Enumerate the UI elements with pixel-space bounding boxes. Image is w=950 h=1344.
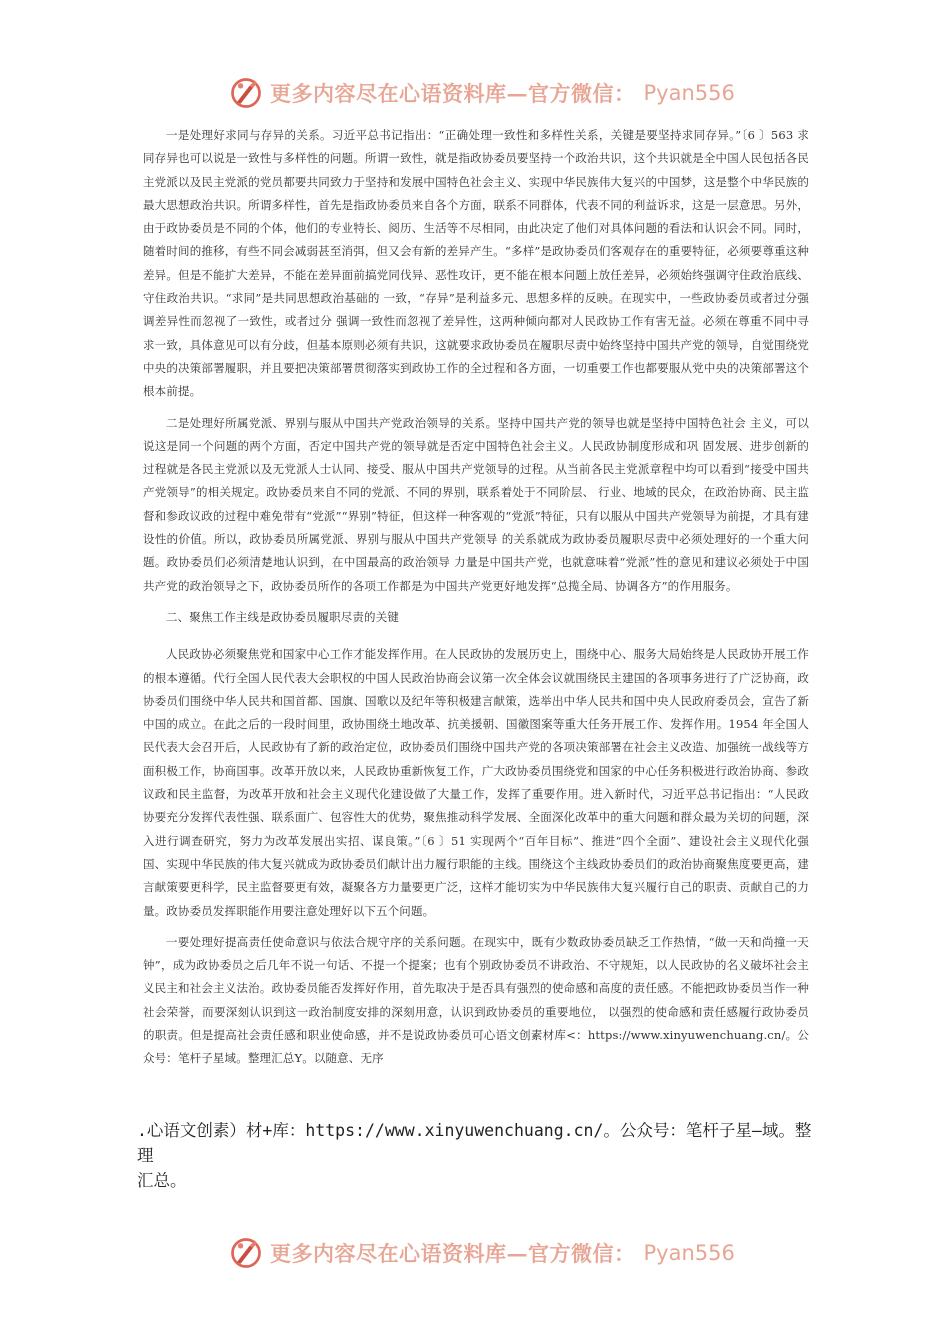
source-note-line: .心语文创素）材+库：https://www.xinyuwenchuang.cn/。公众号：笔杆子星—域。整理 [137, 1121, 812, 1165]
brush-logo-icon [228, 75, 264, 111]
paragraph: 二是处理好所属党派、界别与服从中国共产党政治领导的关系。坚持中国共产党的领导也就是坚持中国特色社会 主义，可以说这是同一个问题的两个方面，否定中国共产党的领导就是否定中国特色社会主义。人民政协制度形成和巩 固发展、进步创新的过程就是各民主党派以及无党派人士认同、接受、服从中国共产党领导的过程。从当前各民主党派章程中均可以看到“接受中国共产党领导”的相关规定。政协委员来自不同的党派、不同的界别，联系着处于不同阶层、 行业、地域的民众，在政治协商、民主监督和参政议政的过程中难免带有“党派”“界别”特征，但这样一种客观的“党派”特征，只有以服从中国共产党领导为前提，才具有建设性的价值。所以，政协委员所属党派、界别与服从中国共产党领导 的关系就成为政协委员履职尽责中必须处理好的一个重大问题。政协委员们必须清楚地认识到，在中国最高的政治领导 力量是中国共产党，也就意味着“党派”性的意见和建议必须处于中国共产党的政治领导之下，政协委员所作的各项工作都是为中国共产党更好地发挥“总揽全局、协调各方”的作用服务。 [143, 415, 809, 593]
source-note-line: 汇总。 [137, 1171, 187, 1190]
section-heading: 二、聚焦工作主线是政协委员履职尽责的关键 [166, 609, 399, 624]
header-banner [228, 73, 735, 113]
paragraph: 一要处理好提高责任使命意识与依法合规守序的关系问题。在现实中，既有少数政协委员缺乏工作热情，“做一天和尚撞一天钟”，成为政协委员之后几年不说一句话、不提一个提案；也有个别政协委员不讲政治、不守规矩，以人民政协的名义破坏社会主义民主和社会主义法治。政协委员能否发挥好作用，首先取决于是否具有强烈的使命感和高度的责任感。不能把政协委员当作一种社会荣誉，而要深刻认识到这一政治制度安排的深刻用意，认识到政协委员的重要地位， 以强烈的使命感和责任感履行政协委员的职责。但是提高社会责任感和职业使命感，并不是说政协委员可心语文创素材库<：https://www.xinyuwenchuang.cn/。公众号：笔杆子星域。整理汇总Y。以随意、无序 [143, 934, 809, 1066]
source-note [137, 1118, 827, 1193]
paragraph: 人民政协必须聚焦党和国家中心工作才能发挥作用。在人民政协的发展历史上，围绕中心、服务大局始终是人民政协开展工作的根本遵循。代行全国人民代表大会职权的中国人民政治协商会议第一次全体会议就围绕民主建国的各项事务进行了广泛协商，政协委员们围绕中华人民共和国首都、国旗、国歌以及纪年等积极建言献策，选举出中华人民共和国中央人民政府委员会，宣告了新中国的成立。在此之后的一段时间里，政协围绕土地改革、抗美援朝、国徽图案等重大任务开展工作、发挥作用。1954 年全国人民代表大会召开后，人民政协有了新的政治定位，政协委员们围绕中国共产党的各项决策部署在社会主义改造、加强统一战线等方面积极工作，协商国事。改革开放以来，人民政协重新恢复工作，广大政协委员围绕党和国家的中心任务积极进行政治协商、参政议政和民主监督，为改革开放和社会主义现代化建设做了大量工作，发挥了重要作用。进入新时代，习近平总书记指出：“人民政协要充分发挥代表性强、联系面广、包容性大的优势，聚焦推动科学发展、全面深化改革中的重大问题和群众最为关切的问题，深入进行调查研究，努力为改革发展出实招、谋良策。”〔6 〕51 实现两个“百年目标”、推进“四个全面”、建设社会主义现代化强国、实现中华民族的伟大复兴就成为政协委员们献计出力履行职能的主线。围绕这个主线政协委员们的政治协商聚焦度要更高，建言献策要更科学，民主监督要更有效，凝聚各方力量要更广泛，这样才能切实为中华民族伟大复兴履行自己的职责、贡献自己的力量。政协委员发挥职能作用要注意处理好以下五个问题。 [143, 647, 809, 918]
banner-wechat-id: Pyan556 [643, 1241, 735, 1265]
banner-wechat-id: Pyan556 [643, 81, 735, 105]
banner-text: 更多内容尽在心语资料库—官方微信： [270, 1241, 636, 1266]
paragraph: 一是处理好求同与存异的关系。习近平总书记指出：“正确处理一致性和多样性关系，关键是要坚持求同存异。”〔6 〕563 求同存异也可以说是一致性与多样性的问题。所谓一致性，就是指政协委员要坚持一个政治共识，这个共识就是全中国人民包括各民主党派以及民主党派的党员都要共同致力于坚持和发展中国特色社会主义、实现中华民族伟大复兴的中国梦，这是整个中华民族的最大思想政治共识。所谓多样性，首先是指政协委员来自各个方面，联系不同群体，代表不同的利益诉求，这是一层意思。另外，由于政协委员是不同的个体，他们的专业特长、阅历、生活等不尽相同，由此决定了他们对具体问题的看法和认识会不同。同时，随着时间的推移，有些不同会减弱甚至消弭，但又会有新的差异产生。“多样”是政协委员们客观存在的重要特征，必须要尊重这种差异。但是不能扩大差异，不能在差异面前搞党同伐异、恶性攻讦，更不能在根本问题上放任差异，必须始终强调守住政治底线、守住政治共识。“求同”是共同思想政治基础的 一致，“存异”是利益多元、思想多样的反映。在现实中，一些政协委员或者过分强调差异性而忽视了一致性，或者过分 强调一致性而忽视了差异性，这两种倾向都对人民政协工作有害无益。必须在尊重不同中寻求一致，具体意见可以有分歧，但基本原则必须有共识，这就要求政协委员在履职尽责中始终坚持中国共产党的领导，自觉围绕党中央的决策部署履职，并且要把决策部署贯彻落实到政协工作的全过程和各方面，一切重要工作也都要服从党中央的决策部署这个根本前提。 [143, 128, 809, 399]
footer-banner [228, 1233, 735, 1273]
article-body [143, 124, 809, 1079]
banner-text: 更多内容尽在心语资料库—官方微信： [270, 81, 636, 106]
brush-logo-icon [228, 1235, 264, 1271]
